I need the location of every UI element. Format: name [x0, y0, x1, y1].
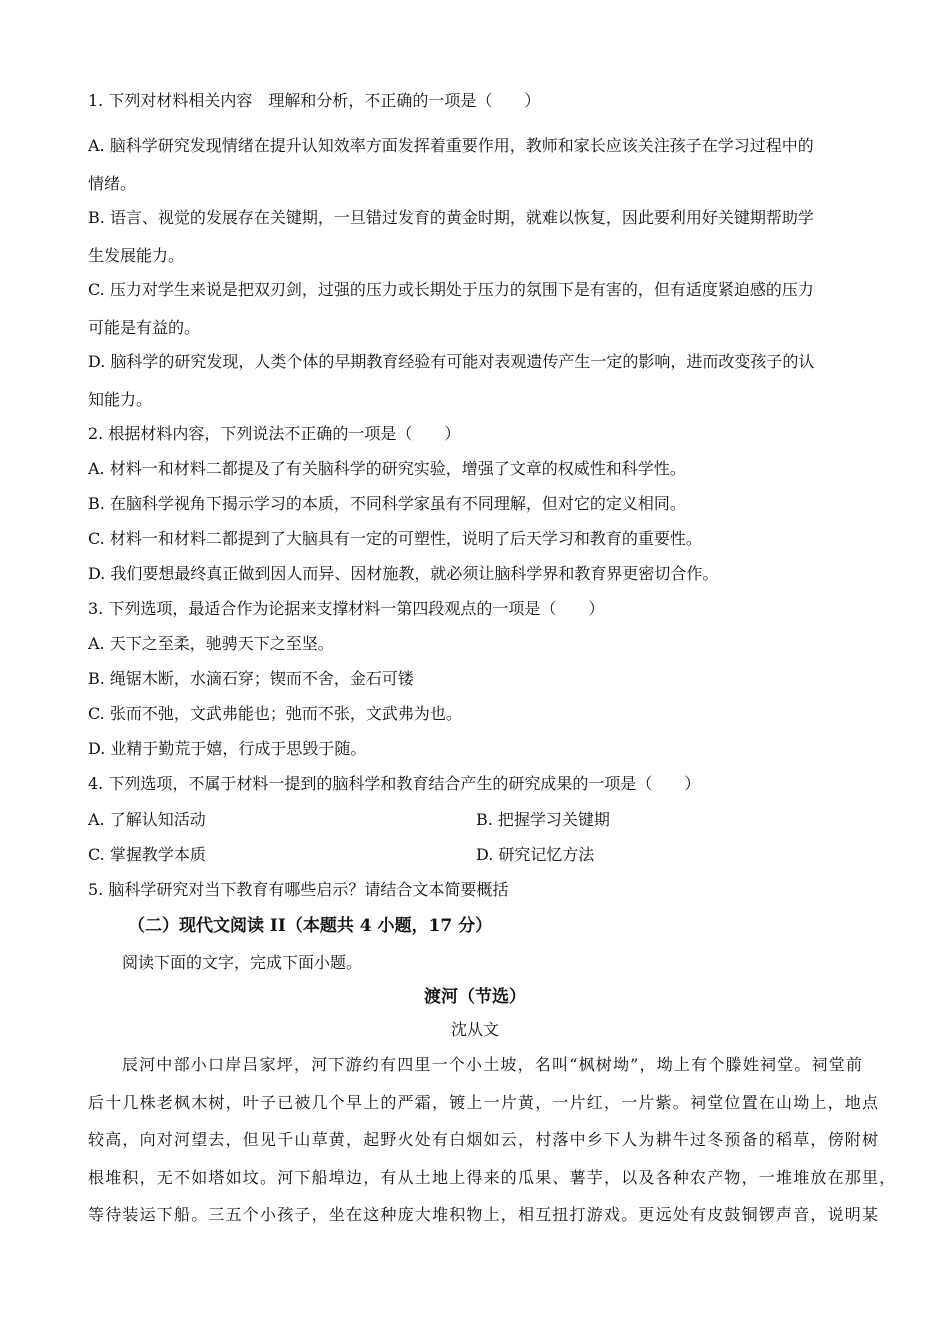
q2-option-a: A. 材料一和材料二都提及了有关脑科学的研究实验，增强了文章的权威性和科学性。	[88, 459, 686, 478]
q1-option-b-cont: 生发展能力。	[88, 246, 185, 265]
q3-option-c: C. 张而不弛，文武弗能也；弛而不张，文武弗为也。	[88, 704, 462, 723]
q1-option-c-cont: 可能是有益的。	[88, 318, 201, 337]
q2-option-b: B. 在脑科学视角下揭示学习的本质，不同科学家虽有不同理解，但对它的定义相同。	[88, 494, 686, 513]
q1-option-a-cont: 情绪。	[88, 174, 137, 193]
q1-option-c: C. 压力对学生来说是把双刃剑，过强的压力或长期处于压力的氛围下是有害的，但有适度紧迫感的压力	[88, 280, 814, 299]
passage-line-5: 等待装运下船。三五个小孩子，坐在这种庞大堆积物上，相互扭打游戏。更远处有皮鼓铜锣声音，说明某	[88, 1205, 880, 1224]
q2-stem: 2. 根据材料内容，下列说法不正确的一项是（ ）	[88, 424, 461, 443]
q3-option-d: D. 业精于勤荒于嬉，行成于思毁于随。	[88, 739, 367, 758]
section-instruction: 阅读下面的文字，完成下面小题。	[122, 953, 363, 972]
section-heading: （二）现代文阅读 II（本题共 4 小题，17 分）	[128, 916, 493, 936]
passage-line-2: 后十几株老枫木树，叶子已被几个早上的严霜，镀上一片黄，一片红，一片紫。祠堂位置在山坳上，地点	[88, 1093, 880, 1112]
q2-option-d: D. 我们要想最终真正做到因人而异、因材施教，就必须让脑科学界和教育界更密切合作。	[88, 564, 719, 583]
q4-option-a: A. 了解认知活动	[88, 810, 206, 829]
q1-option-b: B. 语言、视觉的发展存在关键期，一旦错过发育的黄金时期，就难以恢复，因此要利用好关键期帮助学	[88, 208, 814, 227]
q1-option-d-cont: 知能力。	[88, 390, 153, 409]
q5-stem: 5. 脑科学研究对当下教育有哪些启示？请结合文本简要概括	[88, 880, 509, 899]
q4-option-c: C. 掌握教学本质	[88, 845, 206, 864]
q4-option-d: D. 研究记忆方法	[476, 845, 595, 864]
passage-line-3: 较高，向对河望去，但见千山草黄，起野火处有白烟如云，村落中乡下人为耕牛过冬预备的稻草，傍附树	[88, 1130, 880, 1149]
q1-option-d: D. 脑科学的研究发现，人类个体的早期教育经验有可能对表观遗传产生一定的影响，进而改变孩子的认	[88, 352, 815, 371]
passage-line-1: 辰河中部小口岸吕家坪，河下游约有四里一个小土坡，名叫“枫树坳”，坳上有个滕姓祠堂。祠堂前	[122, 1055, 864, 1074]
q2-option-c: C. 材料一和材料二都提到了大脑具有一定的可塑性，说明了后天学习和教育的重要性。	[88, 529, 702, 548]
passage-line-4: 根堆积，无不如塔如坟。河下船埠边，有从土地上得来的瓜果、薯芋，以及各种农产物，一堆堆放在那里，	[88, 1168, 897, 1187]
passage-author: 沈从文	[450, 1020, 499, 1039]
q3-option-a: A. 天下之至柔，驰骋天下之至坚。	[88, 634, 334, 653]
passage-title: 渡河（节选）	[424, 987, 526, 1007]
q4-stem: 4. 下列选项，不属于材料一提到的脑科学和教育结合产生的研究成果的一项是（ ）	[88, 774, 701, 793]
q1-stem: 1. 下列对材料相关内容 理解和分析，不正确的一项是（ ）	[88, 91, 541, 110]
q1-option-a: A. 脑科学研究发现情绪在提升认知效率方面发挥着重要作用，教师和家长应该关注孩子在学习过程中的	[88, 136, 814, 155]
q4-option-b: B. 把握学习关键期	[476, 810, 610, 829]
q3-option-b: B. 绳锯木断，水滴石穿；锲而不舍，金石可镂	[88, 669, 414, 688]
q3-stem: 3. 下列选项，最适合作为论据来支撑材料一第四段观点的一项是（ ）	[88, 599, 605, 618]
